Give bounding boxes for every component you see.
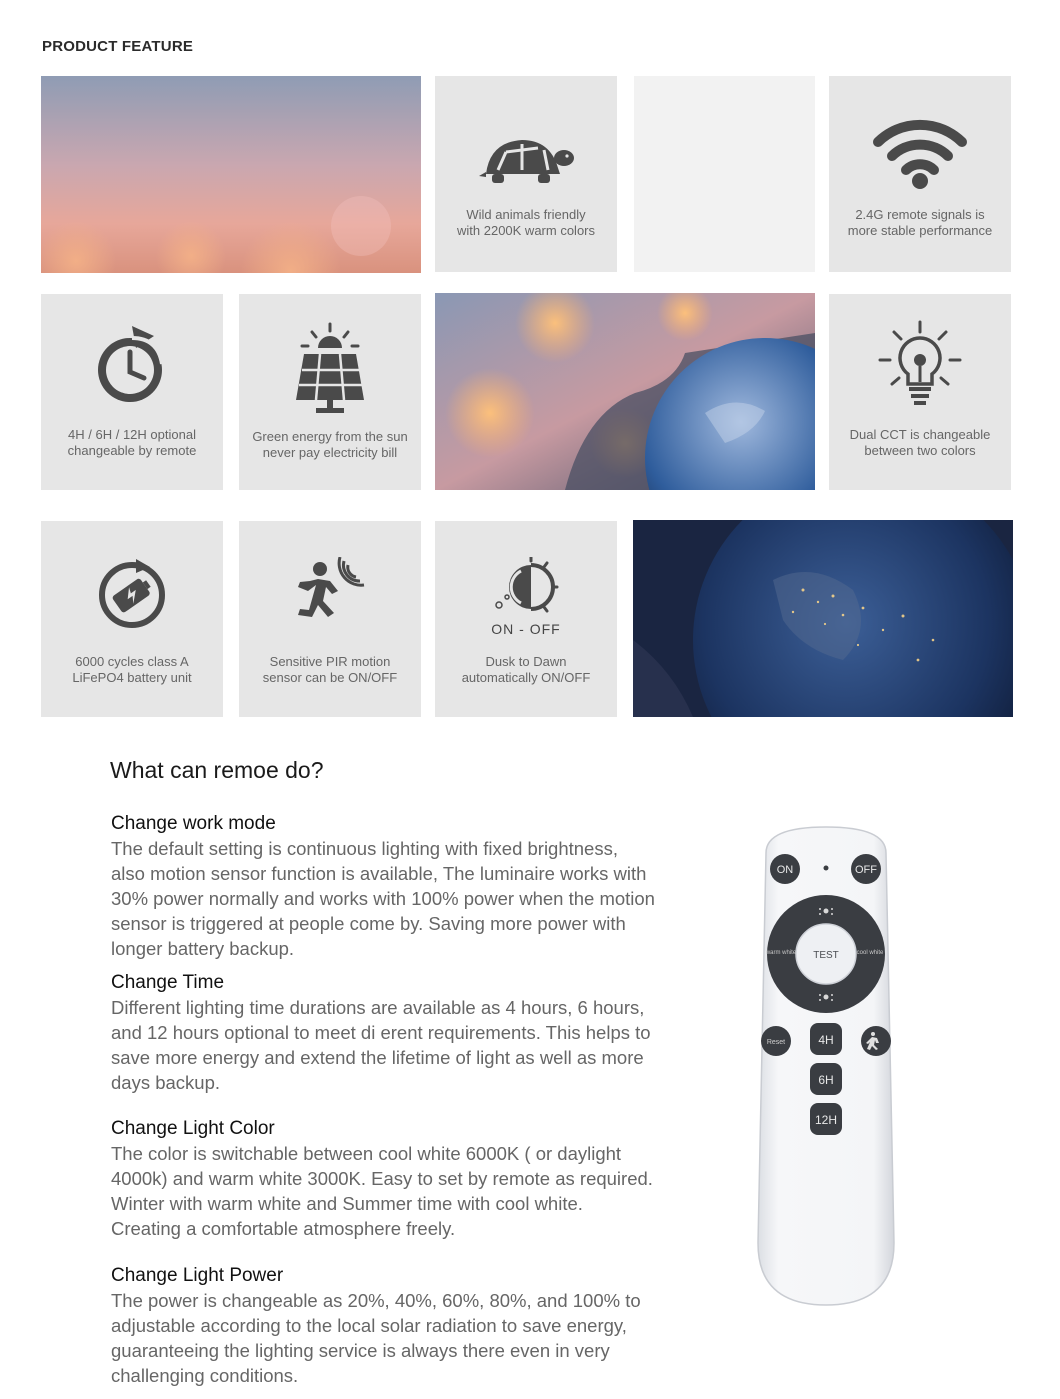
feature-caption: Sensitive PIR motion sensor can be ON/OFF [262,654,398,685]
on-button-label: ON [776,864,794,876]
12h-button-label: 12H [814,1113,838,1127]
light-bulb-icon [829,320,1011,406]
earth-bokeh-photo [435,293,815,490]
dusk-dawn-icon-label: ON - OFF [491,621,561,637]
section-heading: Change Time [111,972,225,993]
feature-caption: 6000 cycles class A LiFePO4 battery unit [72,654,192,685]
feature-caption: Green energy from the sun never pay electricity bill [252,429,408,460]
feature-tile-solar [239,294,421,490]
feature-caption: Dusk to Dawn automatically ON/OFF [461,654,591,685]
test-button-label: TEST [813,950,839,961]
feature-caption: 4H / 6H / 12H optional changeable by remote [67,427,197,458]
content-title: What can remoe do? [110,757,324,783]
section-time [111,970,656,1095]
wifi-icon [829,116,1011,190]
earth-night-photo [633,520,1013,717]
4h-button-label: 4H [818,1033,834,1047]
feature-tile-wildlife [435,76,617,272]
feature-tile-dual-cct [829,294,1011,490]
feature-tile-remote-signal [829,76,1011,272]
section-light-power [111,1263,656,1388]
off-button-label: OFF [855,864,877,876]
section-work-mode [111,811,656,961]
cool-white-label: cool white [856,950,884,956]
feature-caption: Dual CCT is changeable between two colors [849,427,991,458]
feature-tile-battery [41,521,223,717]
feature-caption: 2.4G remote signals is more stable performance [847,207,993,238]
section-body: The power is changeable as 20%, 40%, 60%, 80%, and 100% to adjustable according to the local solar radiation to save energy, guaranteeing the lighting service is always there even in very challenging conditions. [111,1290,641,1386]
section-heading: Change work mode [111,813,276,834]
section-light-color [111,1116,656,1241]
motion-sensor-icon [239,557,421,637]
turtle-icon [435,134,617,190]
feature-tile-timer [41,294,223,490]
section-body: The color is switchable between cool white 6000K ( or daylight 4000k) and warm white 3000K. Easy to set by remote as required. Winter with warm white and Summer time with cool white. Creating a comfortable atmosphere freely. [111,1143,653,1239]
solar-panel-icon [239,322,421,416]
reset-button-label: Reset [766,1039,786,1046]
6h-button-label: 6H [818,1073,834,1087]
section-heading: Change Light Power [111,1265,284,1286]
section-body: Different lighting time durations are available as 4 hours, 6 hours, and 12 hours optional to meet di erent requirements. This helps to save more energy and extend the lifetime of light as well as more days backup. [111,997,651,1093]
feature-tile-dusk-dawn [435,521,617,717]
dusk-dawn-icon [435,557,617,617]
remote-control-image [746,823,906,1309]
feature-tile-motion [239,521,421,717]
bokeh-sky-photo [41,76,421,273]
battery-cycle-icon [41,557,223,631]
blank-tile [634,76,815,272]
section-heading: Change Light Color [111,1118,275,1139]
section-title: PRODUCT FEATURE [42,38,194,55]
timer-clock-icon [41,322,223,410]
feature-caption: Wild animals friendly with 2200K warm colors [457,207,595,238]
warm-white-label: warm white [765,950,797,956]
section-body: The default setting is continuous lighting with fixed brightness, also motion sensor function is available, The luminaire works with 30% power normally and works with 100% power when the motion sensor is triggered at people come by. Saving more power with longer battery backup. [111,838,655,959]
